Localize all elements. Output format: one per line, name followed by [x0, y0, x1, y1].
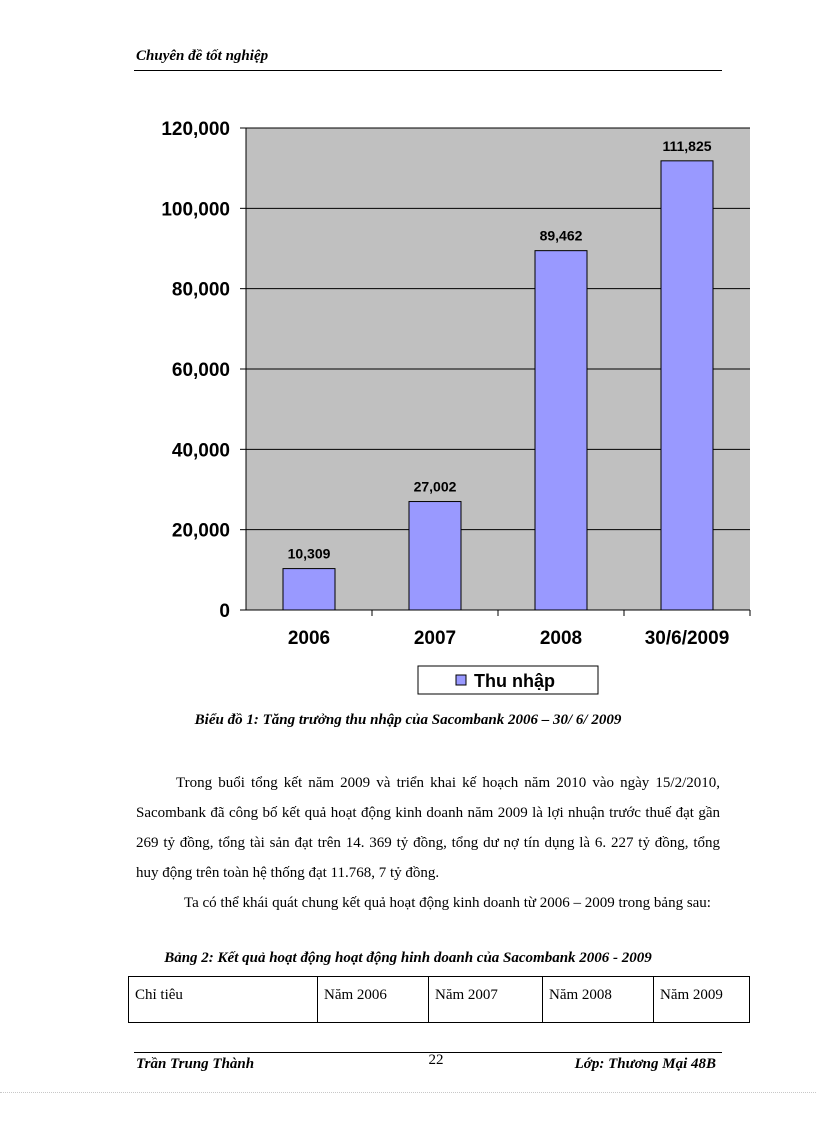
x-category-label: 30/6/2009: [644, 628, 730, 649]
paragraph-2: Ta có thể khái quát chung kết quả hoạt động kinh doanh từ 2006 – 2009 trong bảng sau:: [184, 895, 711, 911]
bar-value-label: 89,462: [539, 227, 583, 244]
bar: [535, 251, 587, 610]
bar: [661, 161, 713, 610]
x-category-label: 2006: [287, 628, 331, 649]
col-header-2008: Năm 2008: [543, 977, 654, 1023]
col-header-2009: Năm 2009: [654, 977, 750, 1023]
footer-author: Trần Trung Thành: [136, 1056, 255, 1072]
results-table: [128, 976, 750, 1023]
y-tick-label: 20,000: [171, 520, 230, 542]
paragraph-1: Trong buổi tổng kết năm 2009 và triển khai kế hoạch năm 2010 vào ngày 15/2/2010, Sacombank đã công bố kết quả hoạt động kinh doanh năm 2009 là lợi nhuận trước thuế đạt gần 269 tỷ đồng, tổng tài sản đạt trên 14. 369 tỷ đồng, tổng dư nợ tín dụng là 6. 227 tỷ đồng, tổng huy động trên toàn hệ thống đạt 11.768, 7 tỷ đồng.: [136, 775, 720, 881]
col-header-indicator: Chỉ tiêu: [129, 977, 318, 1023]
page-edge-dotted: [0, 1092, 816, 1093]
table-caption: Bảng 2: Kết quả hoạt động hoạt động hinh doanh của Sacombank 2006 - 2009: [164, 950, 652, 966]
y-tick-label: 120,000: [161, 119, 230, 140]
y-tick-label: 100,000: [161, 199, 230, 221]
document-header-title: Chuyên đề tốt nghiệp: [136, 48, 269, 64]
y-tick-label: 80,000: [171, 279, 230, 301]
bar: [409, 502, 461, 610]
col-header-2007: Năm 2007: [429, 977, 543, 1023]
y-tick-label: 0: [219, 601, 230, 622]
legend-label: Thu nhập: [474, 671, 555, 691]
page-number: 22: [428, 1052, 444, 1068]
x-category-label: 2008: [539, 628, 583, 649]
bar-value-label: 111,825: [662, 137, 712, 154]
bar-value-label: 10,309: [287, 545, 331, 562]
chart-caption: Biểu đồ 1: Tăng trưởng thu nhập của Sacombank 2006 – 30/ 6/ 2009: [194, 712, 622, 728]
y-tick-label: 60,000: [171, 360, 230, 381]
x-category-label: 2007: [413, 628, 457, 649]
bar-value-label: 27,002: [413, 478, 457, 495]
bar: [283, 569, 335, 610]
y-tick-label: 40,000: [171, 440, 230, 462]
col-header-2006: Năm 2006: [318, 977, 429, 1023]
legend-swatch: [456, 675, 466, 685]
table-header-row: [129, 977, 750, 1023]
footer-class: Lớp: Thương Mại 48B: [574, 1056, 716, 1072]
